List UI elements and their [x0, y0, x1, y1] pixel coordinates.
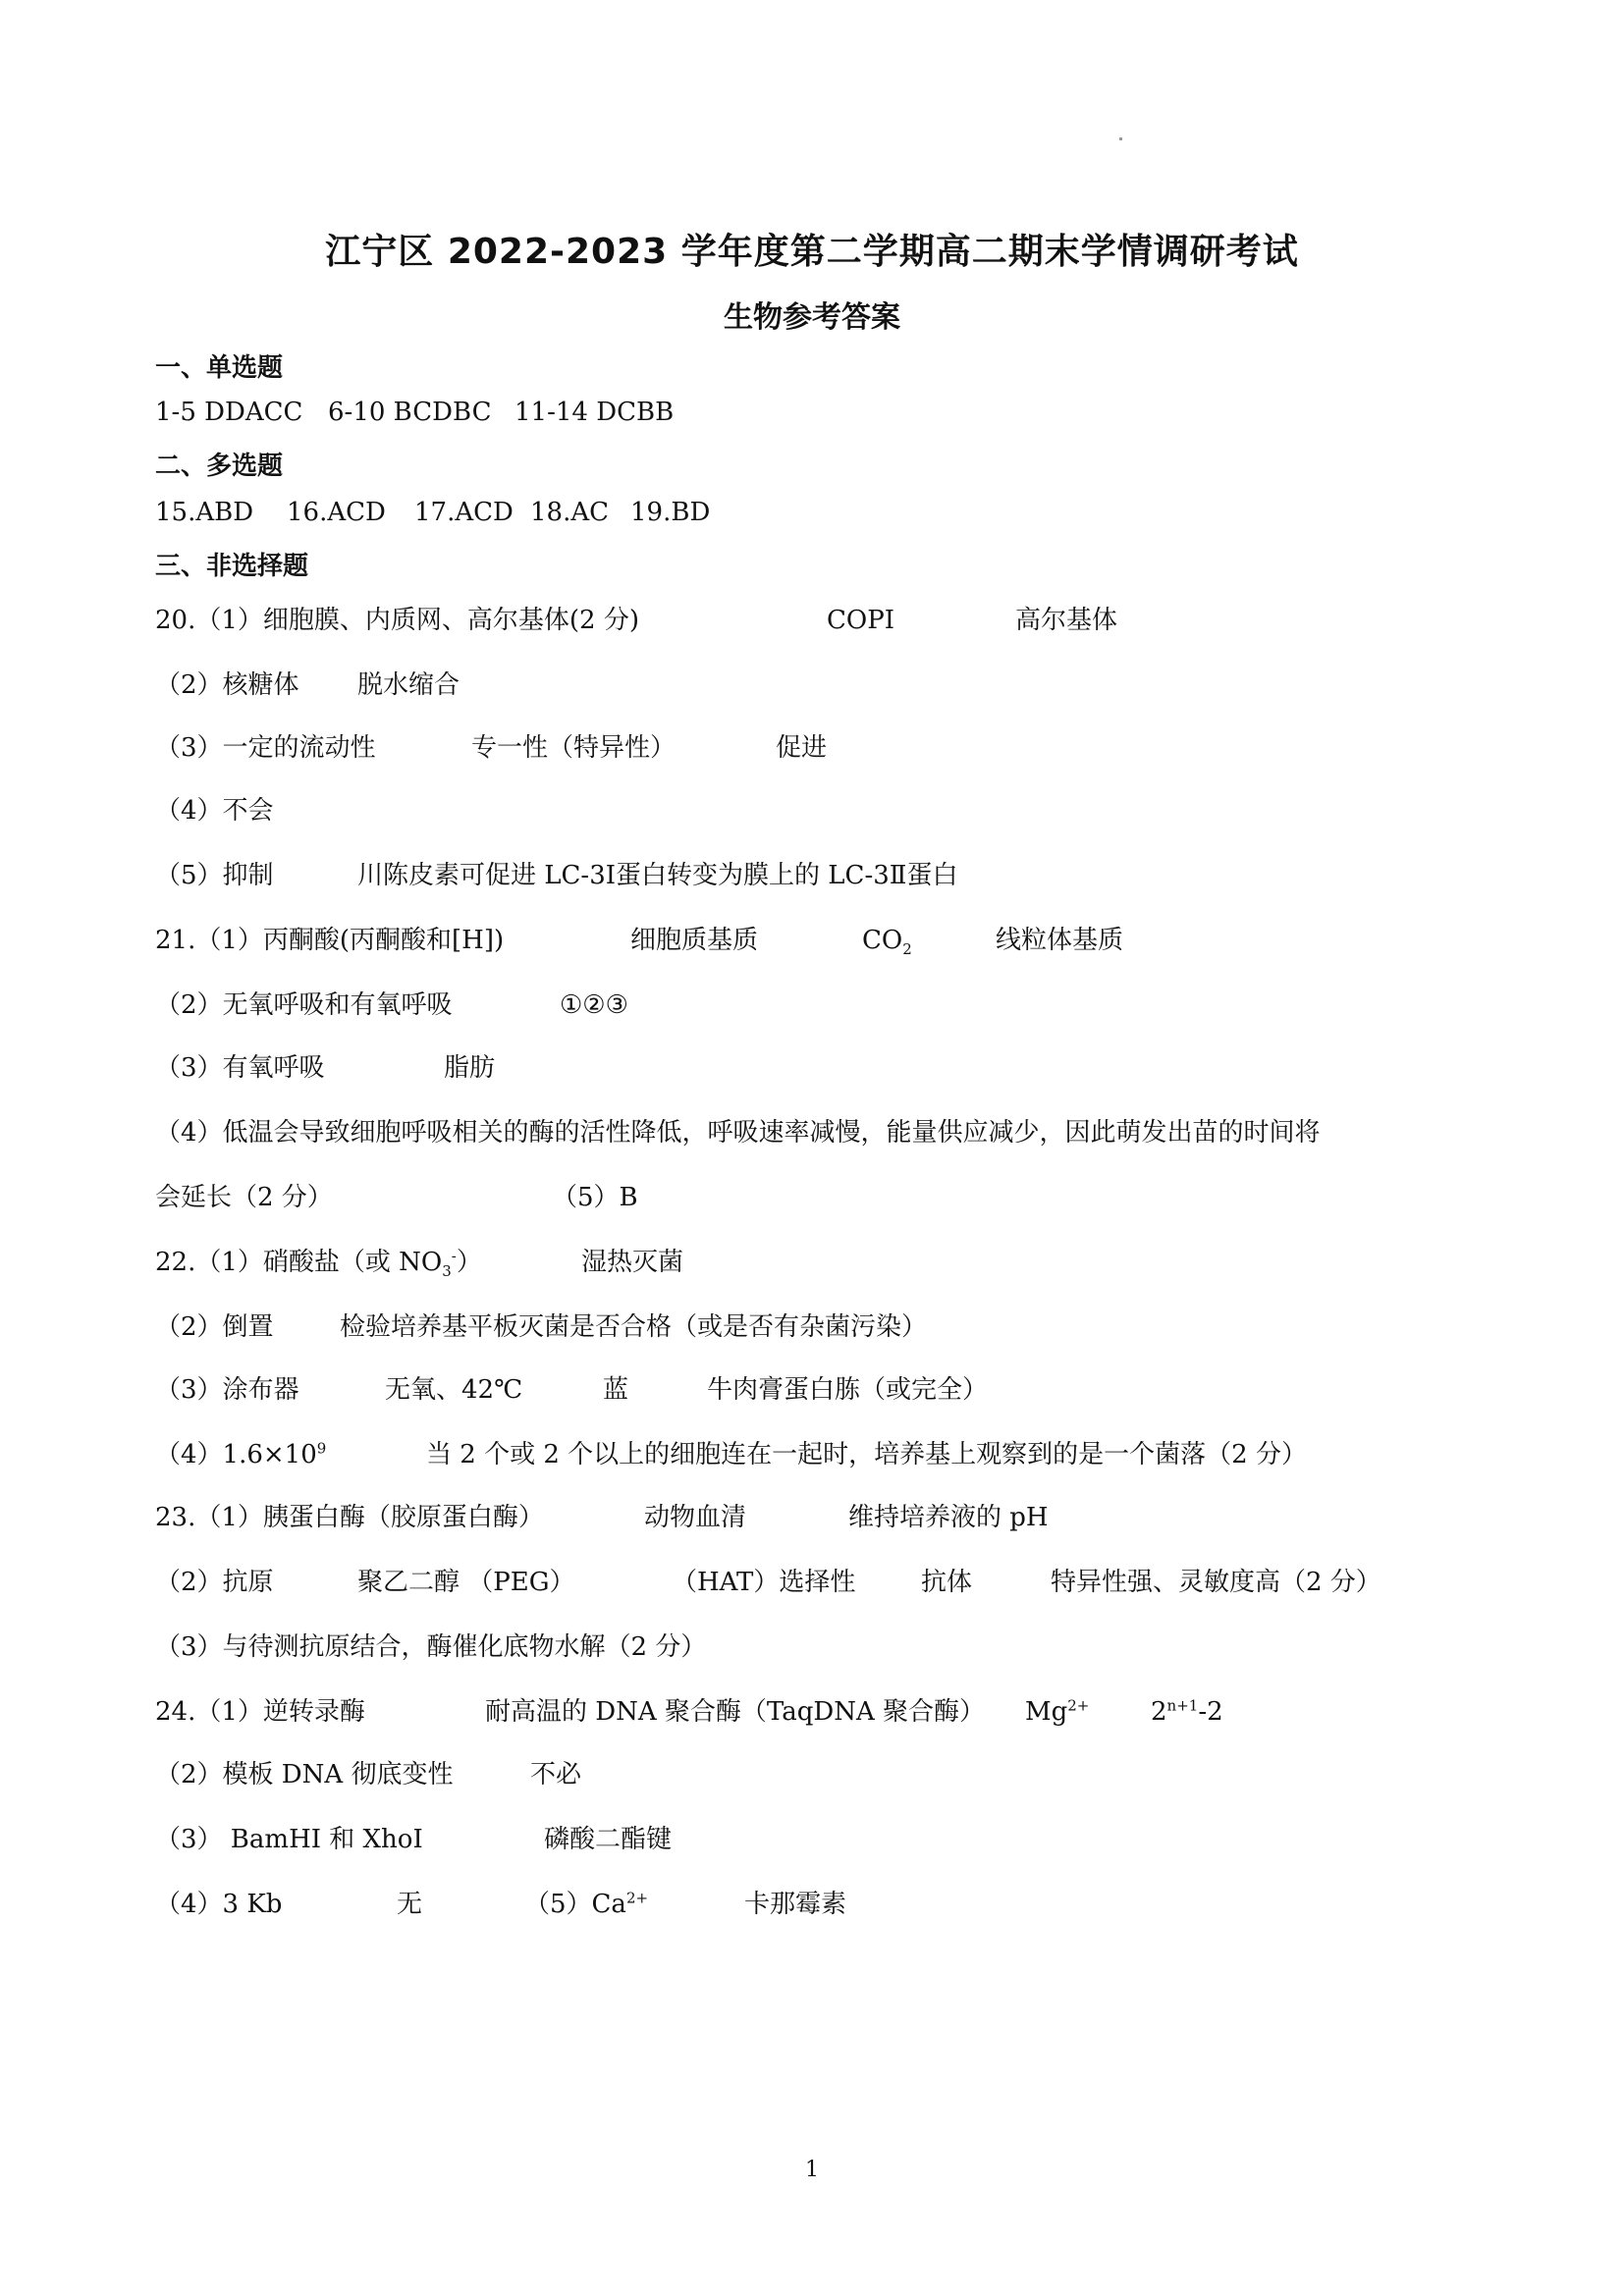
- superscript: n+1: [1166, 1696, 1199, 1715]
- answer-text: 无氧、42℃: [385, 1375, 523, 1405]
- answer-text: 专一性（特异性）: [471, 733, 677, 763]
- answer-text: 当 2 个或 2 个以上的细胞连在一起时，培养基上观察到的是一个菌落（2 分）: [426, 1440, 1307, 1469]
- subscript: 2: [902, 940, 912, 959]
- answer-text: （2）核糖体: [155, 670, 299, 700]
- answer-text: （3）涂布器: [155, 1375, 299, 1405]
- answer-text: 川陈皮素可促进 LC-3Ⅰ蛋白转变为膜上的 LC-3Ⅱ蛋白: [357, 861, 958, 890]
- answer-item: 18.AC: [530, 498, 610, 527]
- answer-text: 耐高温的 DNA 聚合酶（TaqDNA 聚合酶）: [485, 1697, 986, 1727]
- answer-text: （4）3 Kb: [155, 1890, 283, 1919]
- formula: -2: [1198, 1697, 1223, 1727]
- answer-text: 维持培养液的 pH: [848, 1503, 1049, 1532]
- answer-text: 促进: [776, 733, 828, 763]
- answer-text: 23.（1）胰蛋白酶（胶原蛋白酶）: [155, 1503, 544, 1532]
- q21-part3: [155, 1052, 496, 1178]
- answer-text: [155, 1247, 482, 1281]
- page-number: 1: [805, 2158, 819, 2182]
- answer-text: （2）模板 DNA 彻底变性: [155, 1760, 454, 1789]
- answer-text: [155, 1439, 326, 1470]
- answer-text: 特异性强、灵敏度高（2 分）: [1051, 1568, 1381, 1597]
- answer-text: 蓝: [603, 1375, 629, 1405]
- superscript: 2+: [625, 1889, 649, 1907]
- subscript: 3: [442, 1262, 452, 1281]
- answer-text: 湿热灭菌: [581, 1248, 684, 1277]
- formula: ）: [456, 1248, 482, 1277]
- answer-text: （3）一定的流动性: [155, 733, 376, 763]
- superscript: 2+: [1067, 1696, 1090, 1715]
- answer-group: 6-10 BCDBC: [328, 398, 492, 427]
- answer-text: ①②③: [560, 990, 628, 1020]
- page-subtitle: 生物参考答案: [724, 300, 900, 335]
- answer-text: 24.（1）逆转录酶: [155, 1697, 365, 1727]
- answer-group: 1-5 DDACC: [155, 398, 303, 427]
- answer-group: 11-14 DCBB: [514, 398, 675, 427]
- answer-text: （HAT）选择性: [672, 1568, 856, 1597]
- answer-text: （3） BamHI 和 XhoI: [155, 1825, 423, 1854]
- formula: Mg: [1025, 1697, 1068, 1727]
- answer-text: 动物血清: [644, 1503, 747, 1532]
- formula: 22.（1）硝酸盐（或 NO: [155, 1248, 443, 1277]
- formula: CO: [862, 926, 903, 955]
- answer-text: （5）B: [552, 1183, 638, 1212]
- section-heading-multi: 二、多选题: [155, 452, 284, 481]
- answer-text: （2）倒置: [155, 1312, 274, 1342]
- superscript: -: [451, 1247, 457, 1265]
- answer-item: 15.ABD: [155, 498, 254, 527]
- answer-text: 牛肉膏蛋白胨（或完全）: [707, 1375, 989, 1405]
- answer-text: （5）抑制: [155, 861, 274, 890]
- answer-text: （2）无氧呼吸和有氧呼吸: [155, 990, 453, 1020]
- answer-item: 19.BD: [630, 498, 711, 527]
- answer-text: [1151, 1696, 1223, 1728]
- answer-text: 无: [397, 1890, 423, 1919]
- answer-text: 20.（1）细胞膜、内质网、高尔基体(2 分): [155, 606, 639, 635]
- answer-text: COPⅠ: [827, 606, 894, 635]
- q24-part4: [155, 1889, 847, 2077]
- formula: （5）Ca: [524, 1890, 626, 1919]
- answer-text: 不必: [530, 1760, 582, 1789]
- answer-text: 聚乙二醇 （PEG）: [357, 1568, 575, 1597]
- q21-part4-line1: （4）低温会导致细胞呼吸相关的酶的活性降低，呼吸速率减慢，能量供应减少，因此萌发出苗的时间将: [155, 1118, 1321, 1148]
- answer-text: （2）抗原: [155, 1568, 274, 1597]
- answer-text: 脂肪: [444, 1053, 496, 1083]
- answer-text: 卡那霉素: [744, 1890, 847, 1919]
- scan-dot: [1119, 137, 1122, 140]
- answer-text: 磷酸二酯键: [544, 1825, 673, 1854]
- answer-item: 16.ACD: [287, 498, 386, 527]
- answer-text: 高尔基体: [1015, 606, 1118, 635]
- answer-item: 17.ACD: [414, 498, 514, 527]
- answer-text: 检验培养基平板灭菌是否合格（或是否有杂菌污染）: [340, 1312, 928, 1342]
- formula: （4）1.6×10: [155, 1440, 317, 1469]
- answer-text: 细胞质基质: [630, 926, 759, 955]
- formula: 2: [1151, 1697, 1167, 1727]
- answer-text: 脱水缩合: [357, 670, 460, 700]
- answer-text: 会延长（2 分）: [155, 1183, 333, 1212]
- answer-text: 抗体: [921, 1568, 973, 1597]
- answer-text: [862, 925, 912, 959]
- answer-text: 21.（1）丙酮酸(丙酮酸和[H]): [155, 926, 505, 955]
- section-heading-nonchoice: 三、非选择题: [155, 552, 309, 581]
- answer-text: （4）不会: [155, 796, 274, 826]
- section-heading-single: 一、单选题: [155, 353, 284, 383]
- page-title: 江宁区 2022-2023 学年度第二学期高二期末学情调研考试: [325, 232, 1299, 272]
- answer-text: （3）与待测抗原结合，酶催化底物水解（2 分）: [155, 1632, 707, 1662]
- superscript: 9: [316, 1439, 327, 1458]
- answer-text: [524, 1889, 648, 1920]
- answer-text: （3）有氧呼吸: [155, 1053, 325, 1083]
- answer-text: [1025, 1696, 1089, 1728]
- answer-text: 线粒体基质: [996, 926, 1124, 955]
